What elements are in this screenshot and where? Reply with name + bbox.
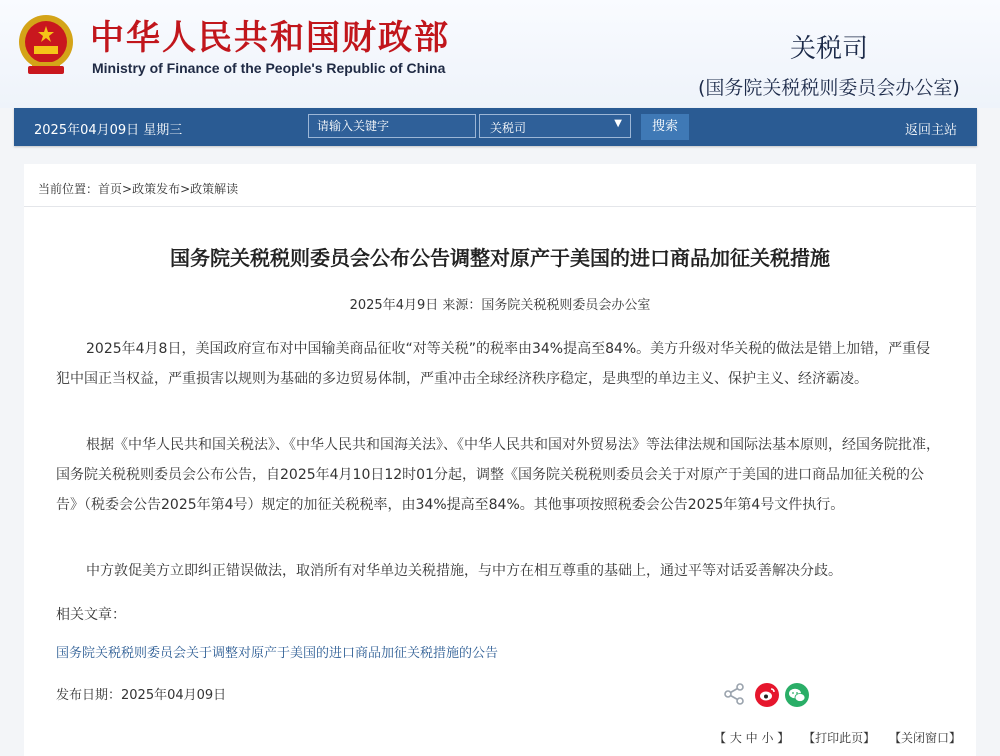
- search-scope-value: 关税司: [490, 121, 527, 135]
- related-articles-label: 相关文章：: [56, 607, 126, 623]
- breadcrumb-sep: >: [122, 182, 133, 196]
- weibo-icon[interactable]: [754, 682, 780, 712]
- related-article-link[interactable]: 国务院关税税则委员会关于调整对原产于美国的进口商品加征关税措施的公告: [56, 646, 499, 661]
- article-card: [24, 164, 976, 756]
- article-paragraph: 中方敦促美方立即纠正错误做法，取消所有对华单边关税措施，与中方在相互尊重的基础上，通过平等对话妥善解决分歧。: [86, 563, 842, 579]
- national-emblem-icon: [14, 10, 78, 80]
- article-title: 国务院关税税则委员会公布公告调整对原产于美国的进口商品加征关税措施: [170, 246, 830, 270]
- breadcrumb-home[interactable]: 首页: [98, 182, 123, 196]
- print-page-button[interactable]: 【打印此页】: [803, 731, 876, 745]
- font-size-control[interactable]: 【 大 中 小 】: [714, 731, 790, 745]
- search-scope-select[interactable]: [479, 114, 631, 138]
- article-paragraph: 2025年4月8日，美国政府宣布对中国输美商品征收“对等关税”的税率由34%提高至84%。美方升级对华关税的做法是错上加错，严重侵犯中国正当权益，严重损害以规则为基础的多边贸易体制，严重冲击全球经济秩序稳定，是典型的单边主义、保护主义、经济霸凌。: [56, 341, 931, 387]
- publish-date: 发布日期：2025年04月09日: [56, 688, 227, 703]
- share-icons: [722, 682, 808, 708]
- site-header: [0, 0, 1000, 108]
- department-name: 关税司: [790, 34, 869, 64]
- page-tools: [714, 729, 971, 746]
- wechat-icon[interactable]: [784, 682, 810, 712]
- current-date: 2025年04月09日 星期三: [34, 123, 183, 138]
- site-title-zh: 中华人民共和国财政部: [90, 18, 450, 58]
- chevron-down-icon: ▼: [614, 118, 622, 129]
- site-title-en: Ministry of Finance of the People's Republic of China: [92, 60, 446, 76]
- divider: [24, 206, 976, 207]
- nav-bar: [14, 108, 977, 146]
- breadcrumb-policy-interpretation[interactable]: 政策解读: [190, 182, 239, 196]
- breadcrumb-prefix: 当前位置：: [38, 182, 99, 196]
- close-window-button[interactable]: 【关闭窗口】: [888, 731, 961, 745]
- article-meta: 2025年4月9日 来源：国务院关税税则委员会办公室: [349, 298, 651, 313]
- breadcrumb: [38, 180, 238, 197]
- search-button[interactable]: 搜索: [641, 114, 689, 140]
- search-input[interactable]: [308, 114, 476, 138]
- breadcrumb-policy-release[interactable]: 政策发布: [132, 182, 181, 196]
- breadcrumb-sep: >: [180, 182, 191, 196]
- share-icon[interactable]: [722, 682, 746, 710]
- department-subtitle: (国务院关税税则委员会办公室): [698, 77, 960, 99]
- article-paragraph: 根据《中华人民共和国关税法》、《中华人民共和国海关法》、《中华人民共和国对外贸易法》等法律法规和国际法基本原则，经国务院批准，国务院关税税则委员会公布公告，自2025年4月10日12时01分起，调整《国务院关税税则委员会关于对原产于美国的进口商品加征关税的公告》（税委会公告2025年第4号）规定的加征关税税率，由34%提高至84%。其他事项按照税委会公告2025年第4号文件执行。: [56, 437, 940, 513]
- return-home-link[interactable]: 返回主站: [904, 123, 957, 138]
